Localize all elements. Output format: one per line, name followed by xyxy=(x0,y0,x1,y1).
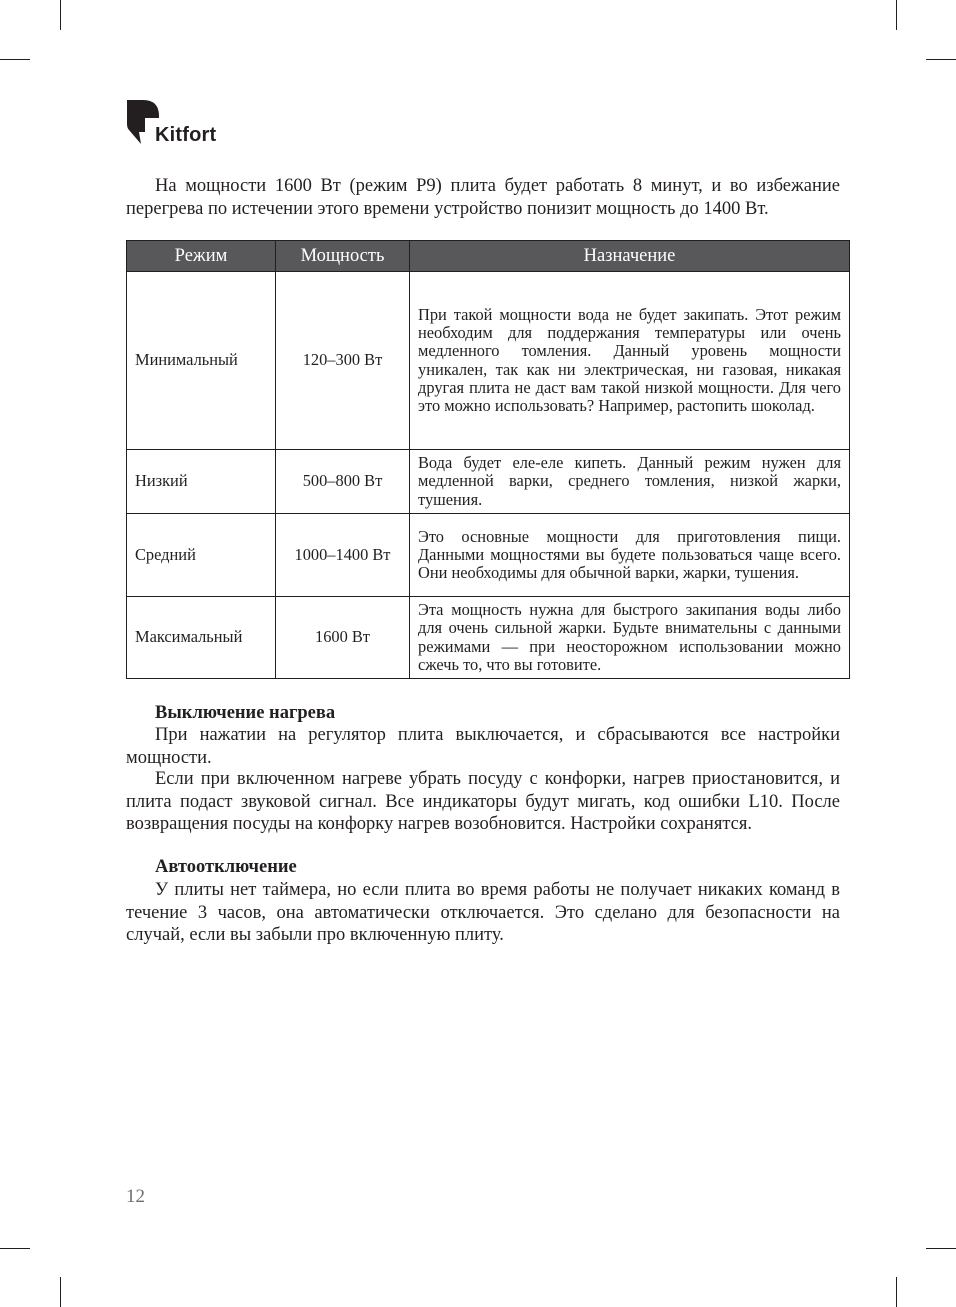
crop-mark xyxy=(926,59,956,60)
section-title-auto-off: Автоотключение xyxy=(155,857,297,877)
power-cell: 1000–1400 Вт xyxy=(276,514,410,597)
crop-mark xyxy=(60,0,61,30)
purpose-cell: Эта мощность нужна для быстрого закипания воды либо для очень сильной жарки. Будьте внимательны с данными режимами — при неосторожном использовании можно сжечь то, что вы готовите. xyxy=(410,597,850,679)
heating-off-paragraph-2: Если при включенном нагреве убрать посуду с конфорки, нагрев приостановится, и плита подаст звуковой сигнал. Все индикаторы будут мигать, код ошибки L10. После возвращения посуды на конфорку нагрев возобновится. Настройки сохранятся. xyxy=(126,769,840,834)
mode-cell: Максимальный xyxy=(127,597,276,679)
auto-off-paragraph: У плиты нет таймера, но если плита во время работы не получает никаких команд в течение 3 часов, она автоматически отключается. Это сделано для безопасности на случай, если вы забыли про включенную плиту. xyxy=(126,880,840,945)
table-row xyxy=(127,272,850,450)
power-cell: 1600 Вт xyxy=(276,597,410,679)
crop-mark xyxy=(0,59,30,60)
crop-mark xyxy=(926,1248,956,1249)
table-row xyxy=(127,450,850,514)
purpose-cell: Это основные мощности для приготовления пищи. Данными мощностями вы будете пользоваться чаще всего. Они необходимы для обычной варки, жарки, тушения. xyxy=(410,514,850,597)
heating-off-paragraph-1: При нажатии на регулятор плита выключается, и сбрасываются все настройки мощности. xyxy=(126,725,840,768)
purpose-cell: Вода будет еле-еле кипеть. Данный режим нужен для медленной варки, среднего томления, низкой жарки, тушения. xyxy=(410,450,850,514)
power-cell: 120–300 Вт xyxy=(276,272,410,450)
intro-paragraph: На мощности 1600 Вт (режим P9) плита будет работать 8 минут, и во избежание перегрева по истечении этого времени устройство понизит мощность до 1400 Вт. xyxy=(126,176,840,219)
crop-mark xyxy=(0,1248,30,1249)
crop-mark xyxy=(60,1277,61,1307)
crop-mark xyxy=(896,0,897,30)
table-header-row xyxy=(127,241,850,272)
table-row xyxy=(127,514,850,597)
power-cell: 500–800 Вт xyxy=(276,450,410,514)
section-title-heating-off: Выключение нагрева xyxy=(155,703,336,723)
brand-name: Kitfort xyxy=(155,124,217,146)
mode-cell: Минимальный xyxy=(127,272,276,450)
table-row xyxy=(127,597,850,679)
mode-cell: Средний xyxy=(127,514,276,597)
header-power: Мощность xyxy=(276,241,410,272)
page-number: 12 xyxy=(126,1186,145,1207)
power-modes-table xyxy=(126,240,850,679)
purpose-cell: При такой мощности вода не будет закипать. Этот режим необходим для поддержания температуры или очень медленного томления. Данный уровень мощности уникален, так как ни электрическая, ни газовая, никакая другая плита не даст вам такой низкой мощности. Для чего это можно использовать? Например, растопить шоколад. xyxy=(410,272,850,450)
crop-mark xyxy=(896,1277,897,1307)
mode-cell: Низкий xyxy=(127,450,276,514)
header-mode: Режим xyxy=(127,241,276,272)
header-purpose: Назначение xyxy=(410,241,850,272)
